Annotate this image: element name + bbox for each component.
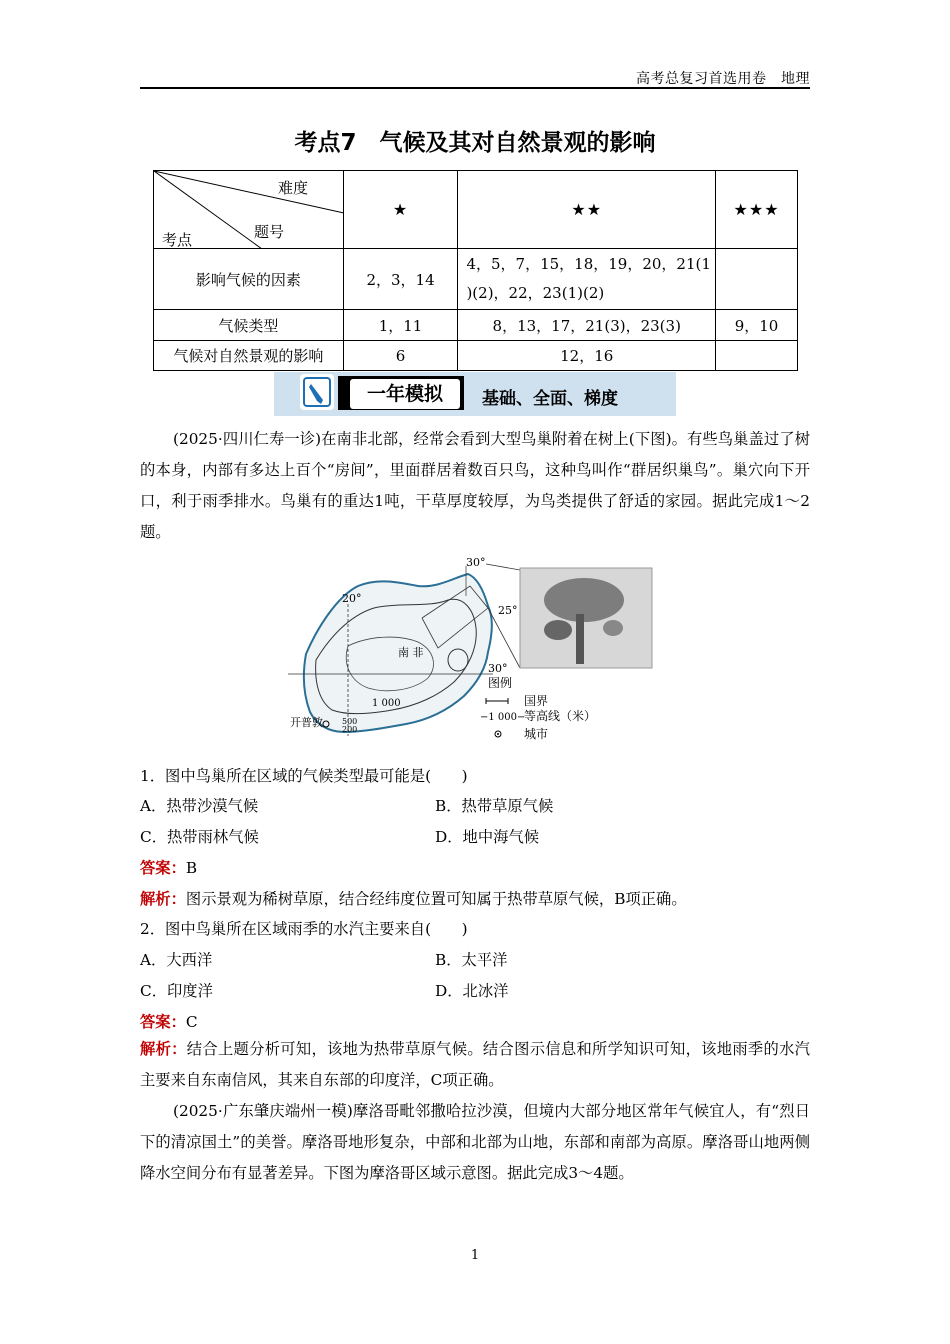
q1-analysis-text: 图示景观为稀树草原，结合经纬度位置可知属于热带草原气候，B项正确。 (185, 890, 687, 908)
passage-1: (2025·四川仁寿一诊)在南非北部，经常会看到大型鸟巢附着在树上(下图)。有些鸟巢盖过了树的本身，内部有多达上百个“房间”，里面群居着数百只鸟，这种鸟叫作“群居织巢鸟”。巢穴向下开口，利于雨季排水。鸟巢有的重达1吨，干草厚度较厚，为鸟类提供了舒适的家园。据此完成1～2题。 (140, 430, 810, 541)
q1-stem: 1．图中鸟巢所在区域的气候类型最可能是( ) (140, 767, 468, 785)
medium-cell-line2: )(2)，22，23(1)(2) (466, 284, 605, 302)
table-corner-cell (154, 171, 344, 249)
legend-title: 图例 (488, 676, 513, 690)
map-label-country: 南 非 (398, 646, 424, 659)
map-label-contour: 1 000 (372, 698, 401, 709)
table-row (154, 310, 798, 341)
hard-cell (716, 249, 798, 310)
q1-analysis-label: 解析： (140, 890, 186, 908)
map-label-lat30-right: 30° (488, 662, 508, 675)
corner-label-difficulty: 难度 (278, 179, 309, 197)
page-number: 1 (470, 1248, 480, 1263)
medium-cell (458, 249, 716, 310)
q1-answer-label: 答案： (140, 859, 186, 877)
q2-stem: 2．图中鸟巢所在区域雨季的水汽主要来自( ) (140, 920, 468, 938)
difficulty-1-header: ★ (343, 171, 458, 249)
map-label-elev2: 200 (342, 725, 358, 734)
q2-analysis-text: 结合上题分析可知，该地为热带草原气候。结合图示信息和所学知识可知，该地雨季的水汽主要来自东南信风，其来自东部的印度洋，C项正确。 (140, 1040, 810, 1089)
legend-border-label: 国界 (524, 694, 549, 708)
legend-contour-label: 等高线（米） (524, 709, 597, 723)
difficulty-3-header: ★★★ (716, 171, 798, 249)
q2-answer (140, 1010, 198, 1032)
easy-cell: 1，11 (343, 310, 458, 341)
header-rule (140, 87, 810, 89)
map-label-elev: 500 (342, 717, 358, 726)
q1-analysis (140, 887, 687, 909)
legend-contour-symbol: −1 000− (480, 712, 526, 723)
map-label-lon20: 20° (342, 592, 362, 605)
south-africa-map-figure (288, 556, 662, 748)
map-svg (288, 556, 662, 748)
difficulty-table (153, 170, 798, 371)
q2-option-d: D．北冰洋 (435, 982, 509, 1000)
topic-cell: 气候类型 (154, 310, 344, 341)
easy-cell: 2，3，14 (343, 249, 458, 310)
running-header: 高考总复习首选用卷 地理 (636, 71, 810, 87)
pencil-icon (300, 374, 334, 410)
page-title: 考点7 气候及其对自然景观的影响 (294, 130, 656, 156)
hard-cell: 9，10 (716, 310, 798, 341)
q1-option-d: D．地中海气候 (435, 828, 540, 846)
q1-option-c: C．热带雨林气候 (140, 828, 259, 846)
easy-cell: 6 (343, 341, 458, 371)
q2-answer-value: C (185, 1013, 198, 1031)
q1-answer-value: B (185, 859, 198, 877)
map-label-lat25: 25° (498, 604, 518, 617)
q2-option-c: C．印度洋 (140, 982, 213, 1000)
q2-answer-label: 答案： (140, 1013, 186, 1031)
q2-analysis (140, 1034, 810, 1096)
map-label-lat30-top: 30° (466, 556, 486, 569)
medium-cell-line1: 4，5，7，15，18，19，20，21(1 (466, 255, 711, 273)
medium-cell: 8，13，17，21(3)，23(3) (458, 310, 716, 341)
difficulty-2-header: ★★ (458, 171, 716, 249)
passage-2: (2025·广东肇庆端州一模)摩洛哥毗邻撒哈拉沙漠，但境内大部分地区常年气候宜人，有“烈日下的清凉国土”的美誉。摩洛哥地形复杂，中部和北部为山地，东部和南部为高原。摩洛哥山地两侧降水空间分布有显著差异。下图为摩洛哥区域示意图。据此完成3～4题。 (140, 1102, 810, 1182)
corner-label-topic: 考点 (162, 231, 193, 249)
banner-subtitle: 基础、全面、梯度 (482, 389, 618, 409)
legend-city-label: 城市 (524, 727, 549, 741)
topic-cell: 影响气候的因素 (154, 249, 344, 310)
q2-option-b: B．太平洋 (435, 951, 508, 969)
q1-option-a: A．热带沙漠气候 (140, 797, 259, 815)
hard-cell (716, 341, 798, 371)
topic-cell: 气候对自然景观的影响 (154, 341, 344, 371)
table-row (154, 341, 798, 371)
table-row (154, 249, 798, 310)
q2-analysis-label: 解析： (140, 1040, 187, 1058)
medium-cell: 12，16 (458, 341, 716, 371)
banner-tab: 一年模拟 (350, 379, 460, 409)
q1-answer (140, 856, 197, 878)
section-banner (274, 372, 676, 416)
q1-option-b: B．热带草原气候 (435, 797, 554, 815)
corner-label-question: 题号 (254, 223, 285, 241)
map-label-city: 开普敦 (290, 716, 323, 729)
q2-option-a: A．大西洋 (140, 951, 213, 969)
